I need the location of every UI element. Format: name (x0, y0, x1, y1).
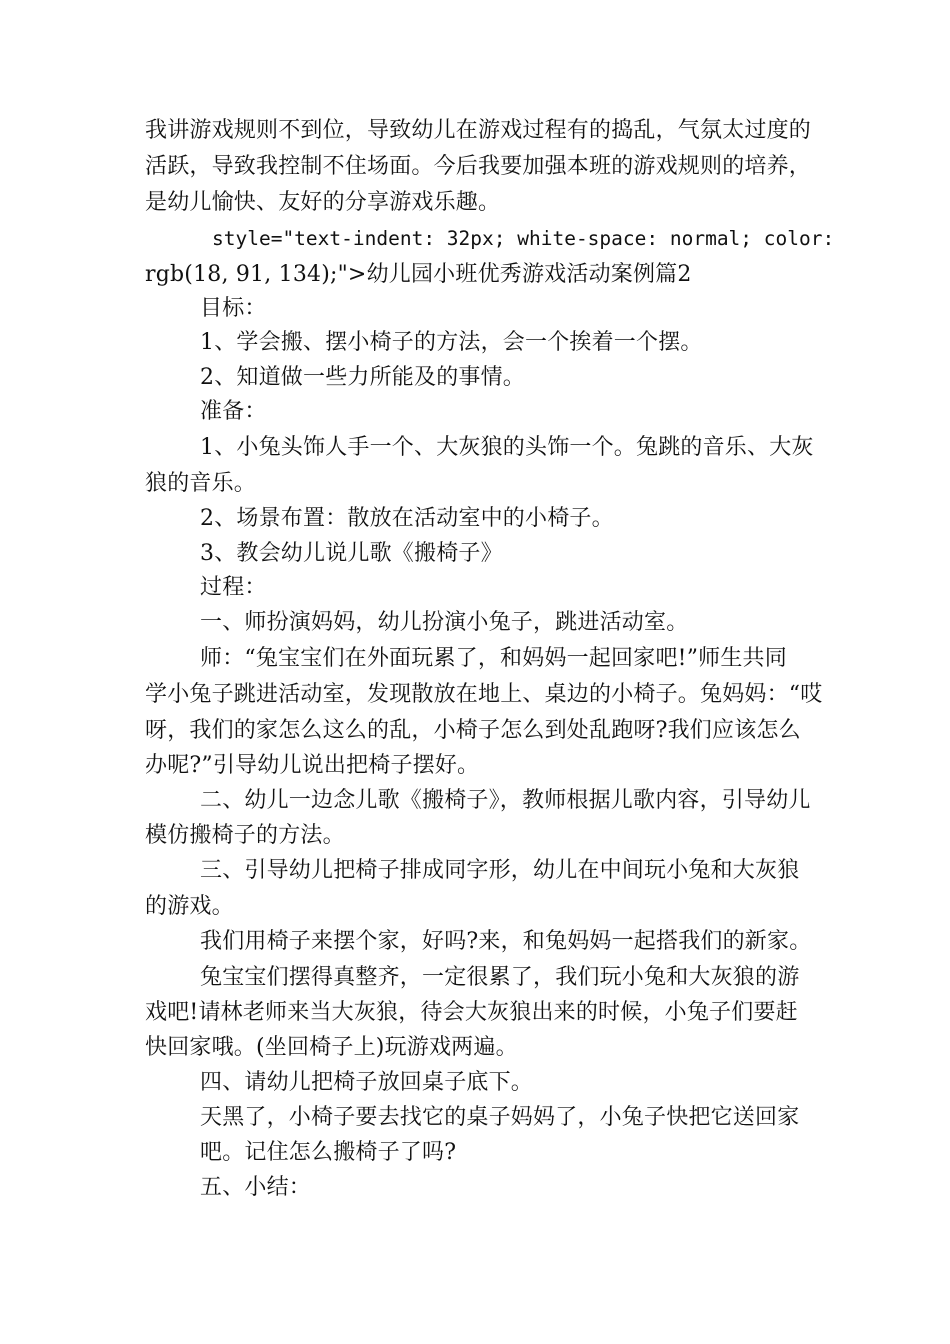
text-line: 我讲游戏规则不到位，导致幼儿在游戏过程有的捣乱，气氛太过度的 (145, 118, 812, 143)
heading-process: 过程： (200, 575, 267, 600)
text-line: 天黑了，小椅子要去找它的桌子妈妈了，小兔子快把它送回家 (200, 1105, 800, 1130)
text-line: 模仿搬椅子的方法。 (145, 823, 345, 848)
text-line: 吧。记住怎么搬椅子了吗? (200, 1140, 457, 1165)
heading-goals: 目标： (200, 296, 267, 321)
text-line: 我们用椅子来摆个家，好吗?来，和兔妈妈一起搭我们的新家。 (200, 929, 812, 954)
text-line: 办呢?”引导幼儿说出把椅子摆好。 (145, 753, 480, 778)
text-line: 三、引导幼儿把椅子排成同字形，幼儿在中间玩小兔和大灰狼 (200, 858, 800, 883)
text-line: 四、请幼儿把椅子放回桌子底下。 (200, 1070, 534, 1095)
heading-summary: 五、小结： (200, 1175, 312, 1200)
code-fragment-line: style="text-indent: 32px; white-space: normal; color: (212, 227, 835, 250)
text-line: 是幼儿愉快、友好的分享游戏乐趣。 (145, 190, 501, 215)
text-line: 2、知道做一些力所能及的事情。 (200, 365, 525, 390)
text-line: 二、幼儿一边念儿歌《搬椅子》，教师根据儿歌内容，引导幼儿 (200, 788, 811, 813)
text-line: 快回家哦。(坐回椅子上)玩游戏两遍。 (145, 1035, 518, 1060)
text-line: 2、场景布置：散放在活动室中的小椅子。 (200, 506, 614, 531)
text-line: 兔宝宝们摆得真整齐，一定很累了，我们玩小兔和大灰狼的游 (200, 965, 800, 990)
text-line: 1、学会搬、摆小椅子的方法，会一个挨着一个摆。 (200, 330, 703, 355)
text-line: 1、小兔头饰人手一个、大灰狼的头饰一个。兔跳的音乐、大灰 (200, 435, 814, 460)
text-line: 狼的音乐。 (145, 471, 257, 496)
text-line: 的游戏。 (145, 894, 234, 919)
text-line: 学小兔子跳进活动室，发现散放在地上、桌边的小椅子。兔妈妈：“哎 (145, 682, 823, 707)
text-line: 3、教会幼儿说儿歌《搬椅子》 (200, 541, 503, 566)
section-heading-line: rgb(18, 91, 134);">幼儿园小班优秀游戏活动案例篇2 (145, 262, 692, 287)
text-line: 一、师扮演妈妈，幼儿扮演小兔子，跳进活动室。 (200, 610, 689, 635)
heading-preparation: 准备： (200, 399, 267, 424)
text-line: 活跃，导致我控制不住场面。今后我要加强本班的游戏规则的培养， (145, 154, 812, 179)
text-line: 师：“兔宝宝们在外面玩累了，和妈妈一起回家吧!”师生共同 (200, 646, 787, 671)
text-line: 呀，我们的家怎么这么的乱，小椅子怎么到处乱跑呀?我们应该怎么 (145, 718, 801, 743)
text-line: 戏吧!请林老师来当大灰狼，待会大灰狼出来的时候，小兔子们要赶 (145, 1000, 798, 1025)
